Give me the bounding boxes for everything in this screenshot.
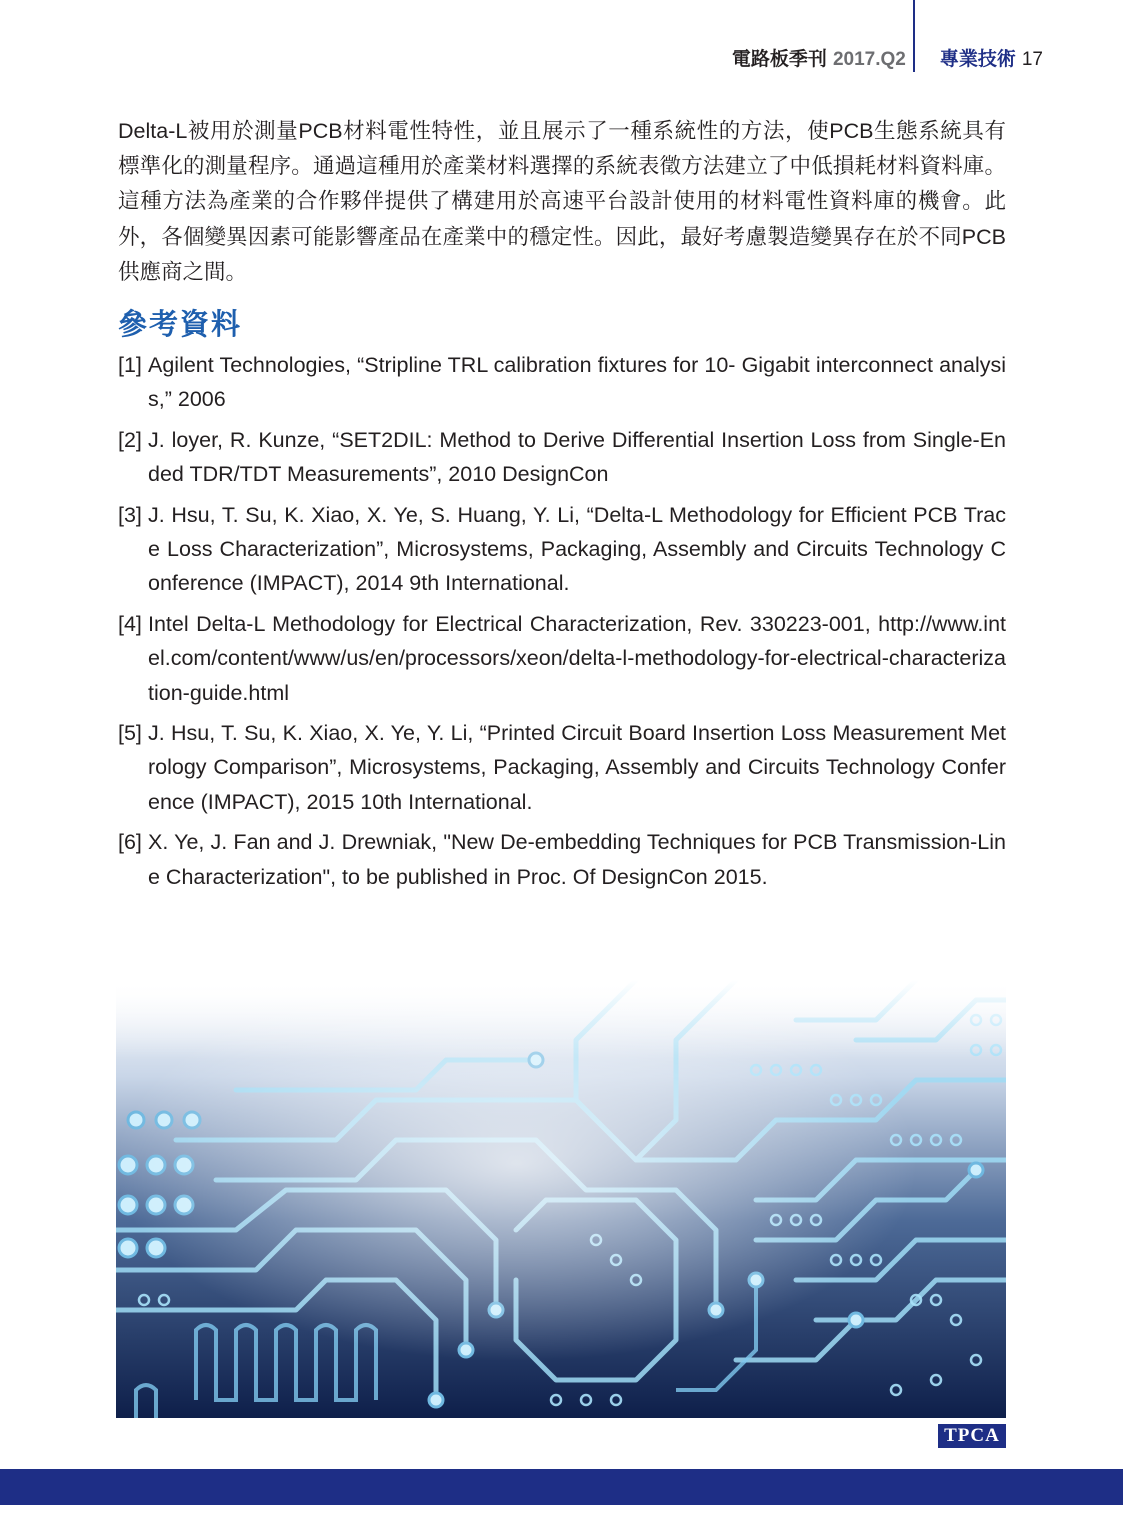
tpca-logo: TPCA: [938, 1424, 1006, 1448]
reference-item: [118, 607, 1006, 710]
issue-label: 2017.Q2: [832, 49, 906, 70]
reference-item: [118, 423, 1006, 492]
publication-title: 電路板季刊: [731, 49, 827, 70]
reference-item: [118, 825, 1006, 894]
reference-number: [6]: [118, 830, 142, 855]
reference-number: [5]: [118, 721, 142, 746]
circuit-board-image: [116, 980, 1006, 1418]
reference-item: [118, 716, 1006, 819]
reference-text: X. Ye, J. Fan and J. Drewniak, "New De-embedding Techniques for PCB Transmission-Line Characterization", to be published in Proc. Of DesignCon 2015.: [148, 830, 1006, 889]
references-list: [118, 348, 1006, 900]
page-number: 17: [1021, 49, 1043, 70]
reference-text: J. Hsu, T. Su, K. Xiao, X. Ye, S. Huang, Y. Li, “Delta-L Methodology for Efficient PCB Trace Loss Characterization”, Microsystems, Packaging, Assembly and Circuits Technology Conference (IMPACT), 2014 9th International.: [148, 502, 1006, 596]
reference-text: J. Hsu, T. Su, K. Xiao, X. Ye, Y. Li, “Printed Circuit Board Insertion Loss Measurement Metrology Comparison”, Microsystems, Packaging, Assembly and Circuits Technology Conference (IMPACT), 2015 10th International.: [148, 721, 1006, 814]
footer-bar: [0, 1469, 1123, 1505]
reference-item: [118, 498, 1006, 601]
reference-item: [118, 348, 1006, 417]
reference-text: J. loyer, R. Kunze, “SET2DIL: Method to Derive Differential Insertion Loss from Single-Ended TDR/TDT Measurements”, 2010 DesignCon: [148, 427, 1006, 487]
reference-number: [4]: [118, 611, 142, 636]
reference-text: Agilent Technologies, “Stripline TRL calibration fixtures for 10- Gigabit interconnect analysis,” 2006: [148, 353, 1006, 412]
intro-paragraph: Delta-L被用於測量PCB材料電性特性，並且展示了一種系統性的方法，使PCB生態系統具有標準化的測量程序。通過這種用於產業材料選擇的系統表徵方法建立了中低損耗材料資料庫。這種方法為產業的合作夥伴提供了構建用於高速平台設計使用的材料電性資料庫的機會。此外，各個變異因素可能影響產品在產業中的穩定性。因此，最好考慮製造變異存在於不同PCB供應商之間。: [118, 119, 1006, 284]
reference-number: [2]: [118, 427, 142, 452]
reference-number: [1]: [118, 353, 142, 377]
reference-number: [3]: [118, 502, 142, 527]
page-header: [732, 44, 1043, 71]
section-label: 專業技術: [939, 49, 1016, 70]
references-heading: 參考資料: [118, 309, 243, 341]
reference-text: Intel Delta-L Methodology for Electrical Characterization, Rev. 330223-001, http://www.intel.com/content/www/us/en/processors/xeon/delta-l-methodology-for-electrical-characterization-guide.html: [148, 611, 1006, 705]
